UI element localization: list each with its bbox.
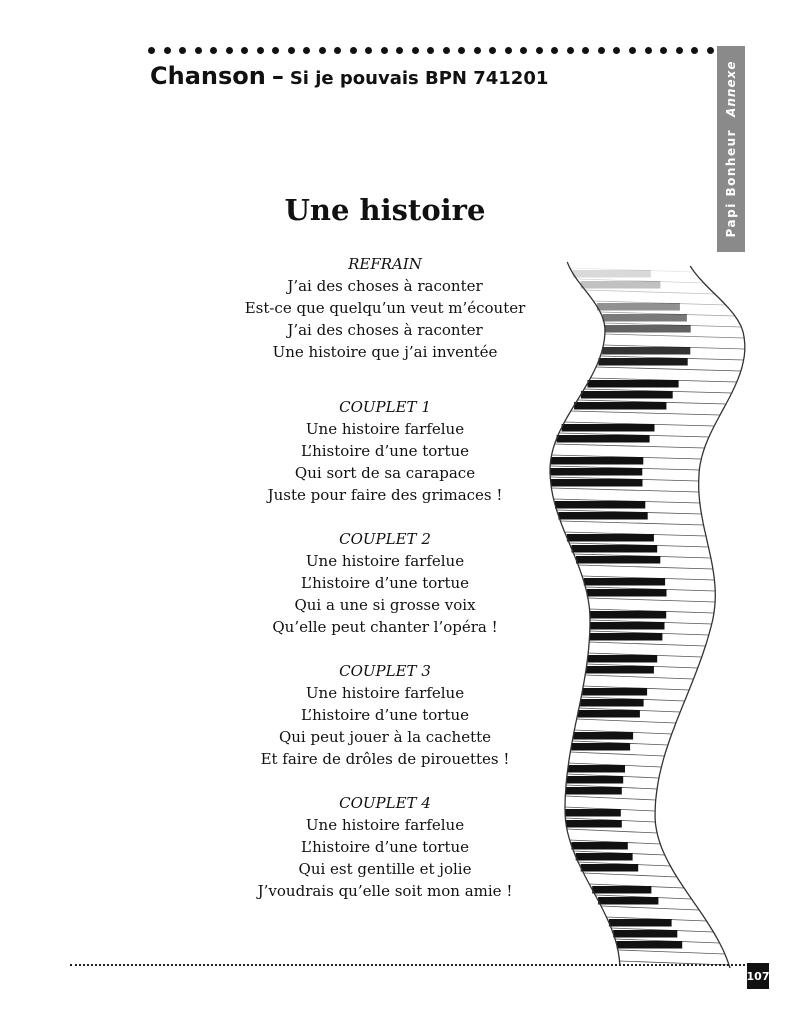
rule-dot xyxy=(210,47,217,54)
piano-black-key xyxy=(609,919,672,927)
page-header xyxy=(150,62,548,90)
piano-black-key xyxy=(551,457,644,465)
lyric-line: Qui a une si grosse voix xyxy=(294,596,476,614)
piano-black-key xyxy=(555,501,645,509)
piano-key-divider xyxy=(585,675,693,679)
rule-dot xyxy=(179,47,186,54)
rule-dot xyxy=(520,47,527,54)
lyric-line: J’voudrais qu’elle soit mon amie ! xyxy=(257,882,513,900)
piano-black-key xyxy=(582,688,647,696)
rule-dot xyxy=(272,47,279,54)
rule-dot xyxy=(489,47,496,54)
piano-black-key xyxy=(590,611,666,619)
piano-key-divider xyxy=(588,598,715,602)
piano-black-key xyxy=(590,633,663,641)
piano-key-divider xyxy=(560,521,703,525)
rule-dot xyxy=(381,47,388,54)
piano-key-divider xyxy=(555,444,705,448)
lyric-line: L’histoire d’une tortue xyxy=(300,574,470,592)
stanza-label: COUPLET 3 xyxy=(339,662,431,680)
piano-key-divider xyxy=(584,873,677,877)
header-title: Chanson xyxy=(150,62,266,90)
lyric-line: Qui peut jouer à la cachette xyxy=(278,728,492,746)
piano-black-key xyxy=(586,666,654,674)
rule-dot xyxy=(288,47,295,54)
piano-black-key xyxy=(551,479,643,487)
rule-dot xyxy=(691,47,698,54)
rule-dot xyxy=(257,47,264,54)
rule-dot xyxy=(319,47,326,54)
stanza-couplet-3 xyxy=(235,660,535,770)
stanza-couplet-2 xyxy=(235,528,535,638)
piano-key-divider xyxy=(571,411,720,415)
piano-black-key xyxy=(571,842,627,850)
lyric-line: J’ai des choses à raconter xyxy=(287,277,483,295)
lyric-line: J’ai des choses à raconter xyxy=(287,321,483,339)
wavy-piano-keyboard-icon xyxy=(520,250,750,970)
piano-black-key xyxy=(587,589,667,597)
piano-black-key xyxy=(576,556,660,564)
piano-key-divider xyxy=(578,565,713,569)
piano-key-divider xyxy=(565,796,655,800)
piano-black-key xyxy=(573,732,633,740)
footer-dotted-rule xyxy=(70,964,745,966)
piano-black-key xyxy=(571,743,630,751)
rule-dot xyxy=(551,47,558,54)
piano-black-key xyxy=(578,710,640,718)
rule-dot xyxy=(598,47,605,54)
lyric-line: Et faire de drôles de pirouettes ! xyxy=(260,750,510,768)
lyric-line: Une histoire farfelue xyxy=(305,552,465,570)
piano-black-key xyxy=(590,622,665,630)
lyric-line: L’histoire d’une tortue xyxy=(300,838,470,856)
lyric-line: Qui est gentille et jolie xyxy=(298,860,472,878)
rule-dot xyxy=(629,47,636,54)
piano-black-key xyxy=(588,655,658,663)
rule-dot xyxy=(567,47,574,54)
piano-black-key xyxy=(617,941,683,949)
side-tab-section: Annexe xyxy=(724,60,738,117)
rule-dot xyxy=(645,47,652,54)
piano-key-divider xyxy=(618,950,725,954)
lyric-line: Qui sort de sa carapace xyxy=(294,464,476,482)
piano-black-key xyxy=(562,424,655,432)
piano-key-divider xyxy=(570,752,664,756)
lyric-line: Juste pour faire des grimaces ! xyxy=(267,486,503,504)
piano-black-key xyxy=(581,281,661,289)
lyric-line: Qu’elle peut chanter l’opéra ! xyxy=(272,618,498,636)
stanza-couplet-4 xyxy=(235,792,535,902)
rule-dot xyxy=(412,47,419,54)
rule-dot xyxy=(505,47,512,54)
stanza-label: COUPLET 2 xyxy=(339,530,431,548)
stanza-couplet-1 xyxy=(235,396,535,506)
lyric-line: Une histoire farfelue xyxy=(305,816,465,834)
piano-black-key xyxy=(565,809,621,817)
piano-key-divider xyxy=(596,367,741,371)
piano-black-key xyxy=(567,534,654,542)
piano-black-key xyxy=(550,468,642,476)
header-dotted-rule xyxy=(148,44,714,56)
piano-black-key xyxy=(598,897,658,905)
piano-keys-group xyxy=(550,262,745,968)
piano-black-key xyxy=(598,358,687,366)
lyric-line: Une histoire farfelue xyxy=(305,684,465,702)
rule-dot xyxy=(226,47,233,54)
rule-dot xyxy=(676,47,683,54)
piano-key-divider xyxy=(601,906,699,910)
header-dash: – xyxy=(271,62,284,90)
piano-black-key xyxy=(613,930,677,938)
lyrics xyxy=(235,253,535,902)
piano-right-edge xyxy=(655,266,745,968)
rule-dot xyxy=(458,47,465,54)
lyric-line: Une histoire farfelue xyxy=(305,420,465,438)
rule-dot xyxy=(582,47,589,54)
piano-black-key xyxy=(605,325,691,333)
rule-dot xyxy=(707,47,714,54)
rule-dot xyxy=(396,47,403,54)
stanza-label: COUPLET 4 xyxy=(339,794,431,812)
rule-dot xyxy=(443,47,450,54)
piano-key-divider xyxy=(567,829,657,833)
stanza-refrain xyxy=(235,253,535,363)
side-tab-label: Papi Bonheur xyxy=(724,128,738,238)
lyric-line: L’histoire d’une tortue xyxy=(300,706,470,724)
rule-dot xyxy=(350,47,357,54)
rule-dot xyxy=(660,47,667,54)
piano-black-key xyxy=(566,787,622,795)
piano-key-divider xyxy=(577,719,676,723)
piano-key-divider xyxy=(551,488,699,492)
piano-black-key xyxy=(597,303,680,311)
piano-black-key xyxy=(572,545,658,553)
lyric-line: Est-ce que quelqu’un veut m’écouter xyxy=(244,299,526,317)
piano-black-key xyxy=(588,380,679,388)
rule-dot xyxy=(303,47,310,54)
stanza-label: REFRAIN xyxy=(348,255,422,273)
piano-black-key xyxy=(574,402,666,410)
piano-black-key xyxy=(558,512,647,520)
side-tab-text xyxy=(724,61,738,238)
rule-dot xyxy=(427,47,434,54)
header-subtitle: Si je pouvais BPN 741201 xyxy=(289,68,549,89)
song-title: Une histoire xyxy=(284,193,486,227)
piano-black-key xyxy=(581,864,639,872)
piano-key-divider xyxy=(605,334,744,338)
stanza-label: COUPLET 1 xyxy=(339,398,431,416)
piano-black-key xyxy=(568,765,625,773)
lyric-line: L’histoire d’une tortue xyxy=(300,442,470,460)
rule-dot xyxy=(536,47,543,54)
rule-dot xyxy=(164,47,171,54)
piano-black-key xyxy=(557,435,650,443)
page-number: 107 xyxy=(747,963,769,989)
piano-black-key xyxy=(581,391,673,399)
piano-black-key xyxy=(573,270,651,278)
piano-black-key xyxy=(602,347,690,355)
rule-dot xyxy=(334,47,341,54)
rule-dot xyxy=(195,47,202,54)
piano-key-divider xyxy=(585,290,715,294)
piano-black-key xyxy=(576,853,633,861)
piano-black-key xyxy=(566,820,622,828)
side-tab xyxy=(717,46,745,252)
piano-key-divider xyxy=(589,642,705,646)
piano-black-key xyxy=(567,776,624,784)
lyric-line: Une histoire que j’ai inventée xyxy=(272,343,498,361)
rule-dot xyxy=(148,47,155,54)
rule-dot xyxy=(613,47,620,54)
rule-dot xyxy=(241,47,248,54)
piano-black-key xyxy=(584,578,665,586)
rule-dot xyxy=(365,47,372,54)
piano-black-key xyxy=(603,314,687,322)
piano-black-key xyxy=(592,886,651,894)
piano-black-key xyxy=(580,699,644,707)
rule-dot xyxy=(474,47,481,54)
